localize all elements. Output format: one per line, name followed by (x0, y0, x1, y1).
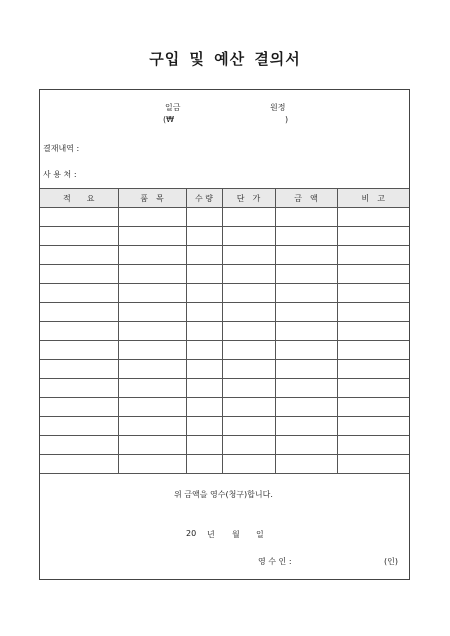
table-cell[interactable] (118, 455, 186, 474)
payment-details-label: 결재내역 : (43, 144, 80, 153)
table-cell[interactable] (337, 341, 409, 360)
table-cell[interactable] (186, 303, 222, 322)
table-cell[interactable] (118, 341, 186, 360)
table-row (40, 455, 409, 474)
receipt-statement: 위 금액을 영수(청구)합니다. (174, 490, 273, 499)
table-cell[interactable] (40, 303, 118, 322)
column-header-amount: 금 액 (275, 189, 337, 208)
table-cell[interactable] (40, 417, 118, 436)
table-cell[interactable] (118, 227, 186, 246)
table-cell[interactable] (118, 436, 186, 455)
table-cell[interactable] (186, 208, 222, 227)
table-cell[interactable] (186, 436, 222, 455)
table-cell[interactable] (337, 265, 409, 284)
table-cell[interactable] (222, 284, 275, 303)
table-cell[interactable] (118, 303, 186, 322)
table-cell[interactable] (186, 322, 222, 341)
date-month-label: 월 (232, 530, 240, 539)
table-cell[interactable] (118, 246, 186, 265)
table-cell[interactable] (275, 360, 337, 379)
table-cell[interactable] (40, 436, 118, 455)
table-cell[interactable] (275, 227, 337, 246)
table-cell[interactable] (222, 379, 275, 398)
table-cell[interactable] (186, 246, 222, 265)
table-cell[interactable] (337, 208, 409, 227)
table-cell[interactable] (40, 322, 118, 341)
table-cell[interactable] (275, 208, 337, 227)
table-cell[interactable] (275, 303, 337, 322)
table-cell[interactable] (337, 398, 409, 417)
table-row (40, 322, 409, 341)
table-cell[interactable] (337, 417, 409, 436)
table-cell[interactable] (275, 455, 337, 474)
table-row (40, 417, 409, 436)
table-cell[interactable] (118, 379, 186, 398)
table-cell[interactable] (222, 265, 275, 284)
column-header-description: 적 요 (40, 189, 118, 208)
table-row (40, 398, 409, 417)
table-cell[interactable] (337, 303, 409, 322)
table-cell[interactable] (118, 208, 186, 227)
table-cell[interactable] (118, 322, 186, 341)
table-cell[interactable] (40, 227, 118, 246)
table-row (40, 341, 409, 360)
column-header-remarks: 비 고 (337, 189, 409, 208)
table-cell[interactable] (275, 417, 337, 436)
date-year: 20 (186, 529, 197, 538)
table-cell[interactable] (275, 246, 337, 265)
form-frame (39, 89, 410, 580)
table-cell[interactable] (222, 417, 275, 436)
table-row (40, 246, 409, 265)
table-cell[interactable] (222, 303, 275, 322)
table-cell[interactable] (222, 322, 275, 341)
table-cell[interactable] (118, 360, 186, 379)
table-cell[interactable] (186, 455, 222, 474)
table-cell[interactable] (222, 398, 275, 417)
table-cell[interactable] (337, 379, 409, 398)
amount-close-paren: ) (285, 115, 289, 124)
column-header-quantity: 수 량 (186, 189, 222, 208)
table-cell[interactable] (275, 284, 337, 303)
table-cell[interactable] (40, 455, 118, 474)
date-year-label: 년 (207, 530, 215, 539)
table-cell[interactable] (186, 360, 222, 379)
table-cell[interactable] (337, 360, 409, 379)
table-cell[interactable] (40, 360, 118, 379)
table-cell[interactable] (275, 436, 337, 455)
table-row (40, 284, 409, 303)
column-header-unit-price: 단 가 (222, 189, 275, 208)
table-cell[interactable] (222, 341, 275, 360)
table-cell[interactable] (186, 398, 222, 417)
item-table (40, 188, 409, 474)
table-cell[interactable] (118, 284, 186, 303)
table-cell[interactable] (40, 246, 118, 265)
table-cell[interactable] (186, 379, 222, 398)
table-cell[interactable] (186, 341, 222, 360)
table-cell[interactable] (118, 398, 186, 417)
table-cell[interactable] (40, 284, 118, 303)
table-cell[interactable] (40, 265, 118, 284)
table-cell[interactable] (40, 398, 118, 417)
table-cell[interactable] (186, 265, 222, 284)
amount-open-paren: (₩ (163, 115, 175, 124)
table-cell[interactable] (337, 227, 409, 246)
table-cell[interactable] (275, 265, 337, 284)
table-cell[interactable] (222, 436, 275, 455)
table-row (40, 360, 409, 379)
table-cell[interactable] (118, 417, 186, 436)
table-cell[interactable] (337, 436, 409, 455)
table-cell[interactable] (337, 284, 409, 303)
table-cell[interactable] (40, 341, 118, 360)
place-of-use-label: 사 용 처 : (43, 170, 77, 179)
table-cell[interactable] (222, 360, 275, 379)
table-cell[interactable] (222, 208, 275, 227)
table-cell[interactable] (186, 227, 222, 246)
table-cell[interactable] (186, 284, 222, 303)
table-row (40, 227, 409, 246)
date-day-label: 일 (256, 530, 264, 539)
table-cell[interactable] (118, 265, 186, 284)
table-cell[interactable] (222, 246, 275, 265)
table-cell[interactable] (337, 455, 409, 474)
table-cell[interactable] (40, 379, 118, 398)
table-row (40, 265, 409, 284)
table-row (40, 436, 409, 455)
table-row (40, 208, 409, 227)
document-title: 구입 및 예산 결의서 (149, 50, 301, 68)
table-cell[interactable] (275, 322, 337, 341)
table-row (40, 303, 409, 322)
table-cell[interactable] (222, 455, 275, 474)
column-header-item: 품 목 (118, 189, 186, 208)
table-cell[interactable] (222, 227, 275, 246)
table-cell[interactable] (337, 322, 409, 341)
table-cell[interactable] (275, 341, 337, 360)
table-cell[interactable] (40, 208, 118, 227)
receiver-label: 영 수 인 : (258, 557, 292, 566)
table-cell[interactable] (275, 379, 337, 398)
table-cell[interactable] (186, 417, 222, 436)
table-row (40, 379, 409, 398)
table-cell[interactable] (275, 398, 337, 417)
table-cell[interactable] (337, 246, 409, 265)
amount-label: 일금 (165, 103, 181, 112)
table-header-row (40, 189, 409, 208)
seal-mark: (인) (384, 557, 398, 566)
amount-unit: 원정 (270, 103, 286, 112)
